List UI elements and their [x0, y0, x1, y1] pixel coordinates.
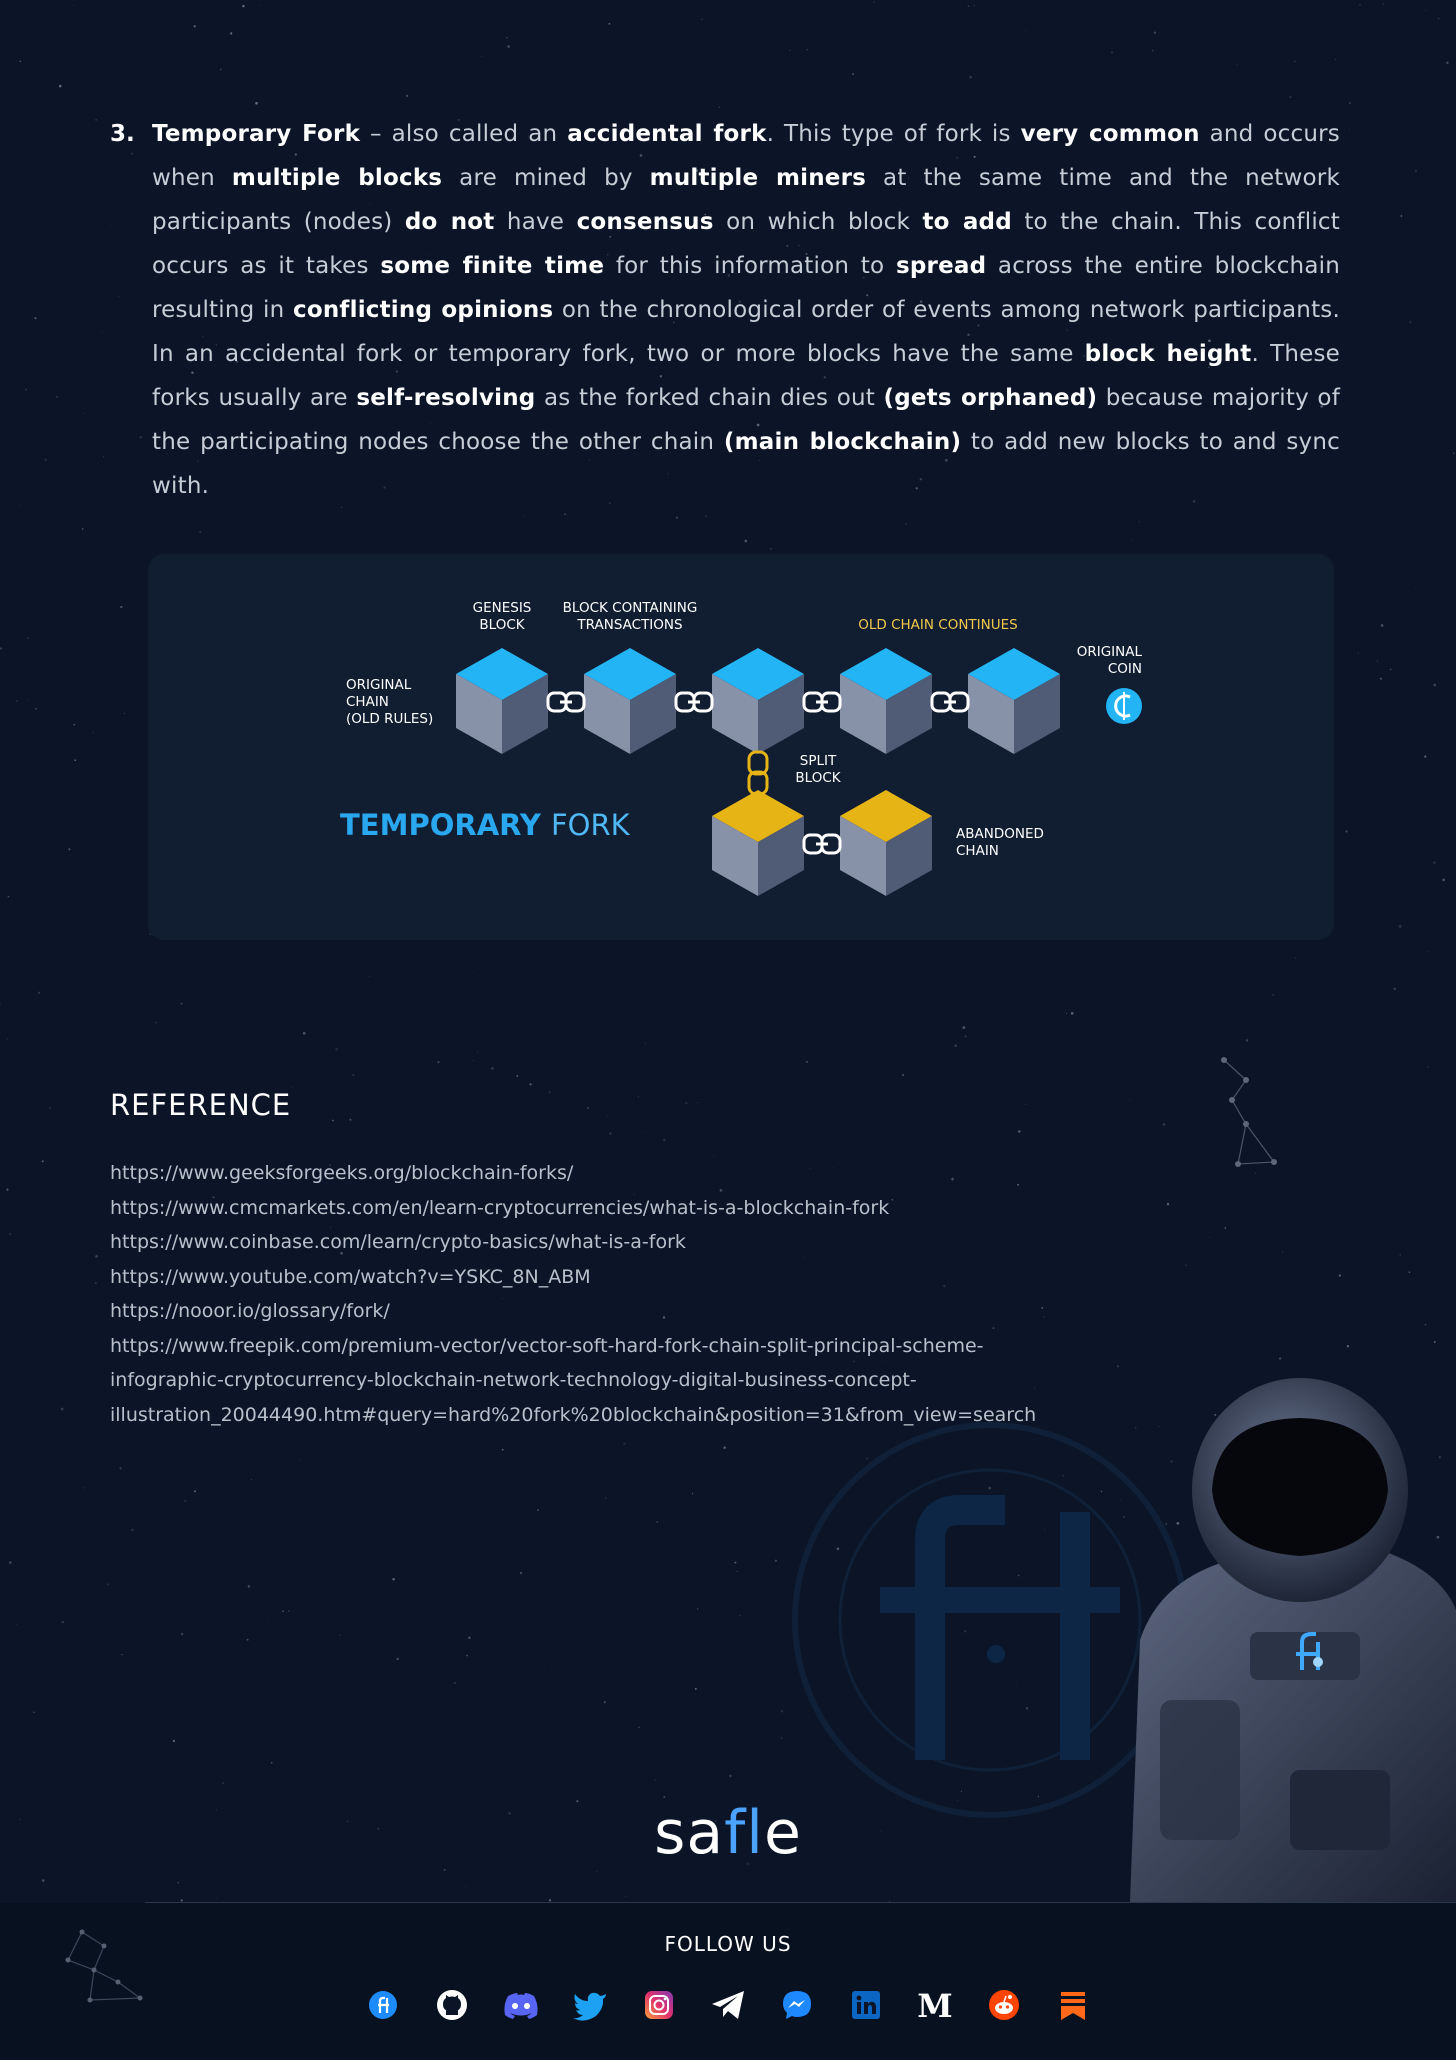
safle-logo[interactable]: safle [654, 1798, 802, 1868]
abandoned-block-cube [712, 790, 804, 896]
emphasis-text: multiple blocks [231, 165, 443, 191]
safle-watermark-icon [720, 1400, 1180, 1820]
body-text: because majority of the participating nodes choose the other chain [152, 385, 1341, 455]
emphasis-text: (main blockchain) [723, 429, 962, 455]
telegram-icon[interactable] [712, 1988, 745, 2021]
emphasis-text: conflicting opinions [293, 297, 554, 323]
original-coin-label: ORIGINAL [1076, 644, 1142, 660]
body-text: – also called an [360, 121, 568, 147]
chain-link-icon [676, 693, 712, 711]
abandoned-block-cube [840, 790, 932, 896]
reference-heading: REFERENCE [110, 1088, 292, 1122]
split-block-label: SPLIT [799, 753, 837, 769]
body-text: are mined by [442, 165, 650, 191]
linkedin-icon[interactable] [850, 1988, 883, 2021]
genesis-label: GENESIS [472, 600, 532, 616]
discord-icon[interactable] [505, 1988, 538, 2021]
chain-link-icon [548, 693, 584, 711]
reference-list [110, 1156, 1070, 1432]
old-chain-block-cube [968, 648, 1060, 754]
social-links [0, 1986, 1456, 2025]
svg-text:M: M [917, 1986, 953, 2025]
reference-link[interactable]: illustration_20044490.htm#query=hard%20fork%20blockchain&position=31&from_view=search [110, 1403, 1037, 1426]
instagram-icon[interactable] [643, 1988, 676, 2021]
temporary-fork-diagram [148, 554, 1334, 940]
reference-link[interactable]: infographic-cryptocurrency-blockchain-network-technology-digital-business-concept- [110, 1369, 917, 1391]
emphasis-text: accidental fork [567, 121, 767, 147]
reference-link[interactable]: https://www.coinbase.com/learn/crypto-basics/what-is-a-fork [110, 1231, 686, 1253]
body-text: across the entire blockchain resulting in [152, 253, 1340, 323]
emphasis-text: very common [1020, 121, 1200, 147]
substack-icon[interactable] [1057, 1988, 1090, 2021]
abandoned-chain-label: CHAIN [956, 843, 999, 859]
body-text: as the forked chain dies out [535, 385, 884, 411]
emphasis-text: to add [922, 209, 1012, 235]
block-containing-label: TRANSACTIONS [577, 617, 683, 633]
github-icon[interactable] [436, 1988, 469, 2021]
list-item-number: 3. [110, 121, 135, 147]
body-text: and occurs when [152, 121, 1340, 191]
split-block-label: BLOCK [795, 770, 841, 786]
footer-background [0, 1903, 1456, 2060]
emphasis-text: do not [404, 209, 495, 235]
body-text: on which block [713, 209, 923, 235]
old-chain-block-cube [840, 648, 932, 754]
original-chain-label: CHAIN [346, 694, 389, 710]
genesis-label: BLOCK [479, 617, 525, 633]
transaction-block-cube [584, 648, 676, 754]
body-text: to the chain. This conflict occurs as it takes [152, 209, 1340, 279]
reference-link[interactable]: https://www.geeksforgeeks.org/blockchain-forks/ [110, 1162, 574, 1184]
footer-divider [145, 1902, 1456, 1903]
body-text: . This type of fork is [766, 121, 1021, 147]
abandoned-chain-label: ABANDONED [956, 826, 1044, 842]
reddit-icon[interactable] [988, 1988, 1021, 2021]
body-text: have [494, 209, 577, 235]
emphasis-text: spread [895, 253, 987, 279]
coin-icon [1106, 688, 1142, 724]
follow-us-label: FOLLOW US [664, 1932, 792, 1956]
old-chain-continues-label: OLD CHAIN CONTINUES [858, 617, 1018, 633]
constellation-decoration [1210, 1054, 1280, 1174]
temporary-fork-title: TEMPORARY FORK [340, 808, 630, 842]
messenger-icon[interactable] [781, 1988, 814, 2021]
list-item-temporary-fork [110, 112, 1340, 508]
emphasis-text: Temporary Fork [152, 121, 361, 147]
chain-link-icon [804, 835, 840, 853]
reference-link[interactable]: https://www.freepik.com/premium-vector/vector-soft-hard-fork-chain-split-principal-scheme- [110, 1334, 984, 1357]
reference-link[interactable]: https://nooor.io/glossary/fork/ [110, 1300, 390, 1322]
emphasis-text: some finite time [380, 253, 605, 279]
split-block-cube [712, 648, 804, 754]
block-containing-label: BLOCK CONTAINING [562, 600, 698, 616]
original-coin-label: COIN [1107, 661, 1142, 677]
emphasis-text: self-resolving [356, 385, 536, 411]
chain-link-icon [804, 693, 840, 711]
emphasis-text: multiple miners [649, 165, 867, 191]
body-text: at the same time and the network participants (nodes) [152, 165, 1340, 235]
safle-icon[interactable] [367, 1988, 400, 2021]
medium-icon[interactable] [917, 1986, 953, 2025]
emphasis-text: consensus [576, 209, 714, 235]
emphasis-text: block height [1084, 341, 1252, 367]
chain-link-icon [932, 693, 968, 711]
body-text: on the chronological order of events among network participants. In an accidental fork or temporary fork, two or more blocks have the same [152, 297, 1340, 367]
reference-link[interactable]: https://www.cmcmarkets.com/en/learn-cryptocurrencies/what-is-a-blockchain-fork [110, 1196, 890, 1219]
original-chain-label: ORIGINAL [346, 677, 412, 693]
body-text: for this information to [604, 253, 896, 279]
twitter-icon[interactable] [574, 1988, 607, 2021]
split-chain-link-icon [749, 752, 767, 794]
body-text: . These forks usually are [152, 341, 1340, 411]
body-text: to add new blocks to and sync with. [152, 429, 1340, 499]
original-chain-label: (OLD RULES) [346, 711, 434, 727]
list-item-text [152, 112, 1340, 508]
genesis-block-cube [456, 648, 548, 754]
reference-link[interactable]: https://www.youtube.com/watch?v=YSKC_8N_ABM [110, 1265, 591, 1288]
emphasis-text: (gets orphaned) [883, 385, 1098, 411]
